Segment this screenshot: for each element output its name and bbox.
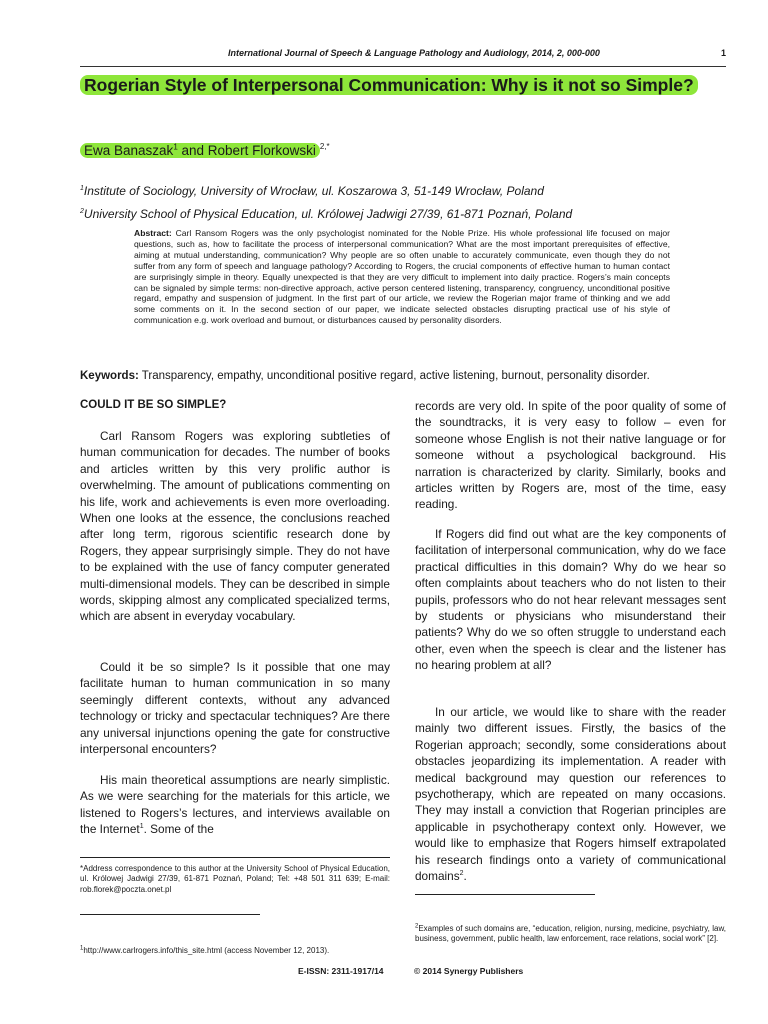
author-1: Ewa Banaszak — [84, 142, 174, 158]
abstract-label: Abstract: — [134, 228, 172, 238]
paragraph: Could it be so simple? Is it possible that one may facilitate human to human communication in so many seemingly different contexts, without any advanced technology or tricky and spectacular techniques? Are there any universal injunctions opening the gate for constructive interpersonal encounters? — [80, 660, 390, 757]
paragraph: If Rogers did find out what are the key components of facilitation of interpersonal communication, why do we face practical difficulties in this domain? Why do we hear so often complaints about teachers who do not listen to their pupils, professors who do not hear relevant messages sent by students or physicians who misunderstand their patients? Why do we so often struggle to understand each other, even when the speech is clear and the listener has no hearing problem at all? — [415, 527, 726, 673]
header-rule — [80, 66, 726, 67]
title-highlight: Rogerian Style of Interpersonal Communication: Why is it not so Simple? — [80, 75, 698, 95]
authors-highlight — [80, 143, 320, 158]
correspondence-note: *Address correspondence to this author at the University School of Physical Education, ul. Królowej Jadwigi 27/39, 61-871 Poznań, Poland; Tel: +48 501 311 639; E-mail: rob.florek@poczta.onet.pl — [80, 864, 390, 894]
footnote-2-text: Examples of such domains are, “education, religion, nursing, medicine, psychiatry, law, business, government, public health, law enforcement, race relations, social work” [2]. — [415, 924, 726, 944]
article-title — [80, 74, 726, 96]
right-column-p2 — [415, 526, 726, 674]
footnote-ref-1: 1 — [139, 823, 144, 831]
footnote-rule — [415, 894, 595, 895]
left-column-p2 — [80, 659, 390, 757]
right-column-p3 — [415, 704, 726, 884]
running-header — [80, 48, 726, 64]
section-heading: COULD IT BE SO SIMPLE? — [80, 399, 227, 411]
affiliation-2-marker: 2 — [80, 208, 84, 215]
page-number: 1 — [720, 48, 726, 58]
right-column-p1 — [415, 398, 726, 513]
footnote-2 — [415, 924, 726, 945]
left-column-p3 — [80, 772, 390, 838]
left-column-p1 — [80, 428, 390, 625]
affiliation-1 — [80, 184, 544, 198]
paragraph: In our article, we would like to share with the reader mainly two different issues. Firstly, the basics of the Rogerian approach; secondly, some considerations about obstacles jeopardizing its implementation. A reader with medical background may question our references to psychotherapy, which are repeated on many occasions. They may install a conviction that Rogerian principles are applicable in psychotherapy context only. However, we would like to emphasize that Rogers himself extrapolated his research findings onto a variety of communicational domains$^2$. — [415, 705, 726, 884]
author-2-affil: 2,* — [319, 142, 330, 151]
keywords — [80, 370, 726, 382]
abstract-text: Carl Ransom Rogers was the only psychologist nominated for the Noble Prize. His whole professional life focused on major questions, such as, how to facilitate the process of interpersonal communication? What are the most important prerequisites of effective, aiming at mutual understanding, communication? Why people are so often unable to accurately communicate, even though they do not suffer from any form of speech and language pathology? According to Rogers, the crucial components of effective human to human contact are surprisingly simple in theory. Equally unexpected is that they are very difficult to implement into daily practice. Rogers’s main concepts can be signaled by simple terms: non-directive approach, active person centered listening, transparency, congruency, unconditional positive regard, empathy and suspension of judgment. In the first part of our article, we review the Rogerian major frame of thinking and we add some comments on it. In the second section of our paper, we indicate selected obstacles disrupting practical use of his style of communication e.g. work overload and burnout, or disturbances caused by personality disorders. — [134, 228, 670, 326]
abstract — [134, 228, 670, 326]
keywords-text: Transparency, empathy, unconditional positive regard, active listening, burnout, personality disorder. — [141, 370, 650, 382]
footnote-1 — [80, 946, 390, 956]
author-1-affil: 1 — [173, 142, 178, 151]
footnote-rule — [80, 914, 260, 915]
affiliation-1-marker: 1 — [80, 185, 84, 192]
paragraph: Carl Ransom Rogers was exploring subtleties of human communication for decades. The number of books and articles written by this very prolific author is overwhelming. The amount of publications commenting on his life, work and achievements is even more overloading. When one looks at the essence, the conclusions reached after long term, rigorous scientific research done by Rogers, they appear surprisingly simple. They do not have to be explained with the use of fancy computer generated multi-dimensional models. They can be described in simple words, skipping almost any complicated specialized terms, which are absent in everyday vocabulary. — [80, 429, 390, 624]
footnote-rule — [80, 857, 390, 858]
keywords-label: Keywords: — [80, 370, 139, 382]
footnote-2-marker: 2 — [415, 923, 419, 930]
affiliation-2-text: University School of Physical Education, ul. Królowej Jadwigi 27/39, 61-871 Poznań, Poland — [83, 207, 573, 221]
affiliation-1-text: Institute of Sociology, University of Wrocław, ul. Koszarowa 3, 51-149 Wrocław, Poland — [83, 184, 544, 198]
paragraph: records are very old. In spite of the poor quality of some of the soundtracks, it is very easy to follow – even for someone whose English is not their native language or for someone without a psychological background. His narration is characterized by clarity. Similarly, books and articles written by Rogers are, most of the time, easy reading. — [415, 399, 726, 512]
footnote-ref-2: 2 — [459, 870, 464, 878]
footnote-1-text: http://www.carlrogers.info/this_site.html (access November 12, 2013). — [83, 946, 330, 955]
author-connector: and — [177, 142, 208, 158]
footer-eissn: E-ISSN: 2311-1917/14 — [298, 966, 384, 976]
author-line — [80, 142, 330, 158]
footer-copyright: © 2014 Synergy Publishers — [414, 966, 524, 976]
journal-citation: International Journal of Speech & Language Pathology and Audiology, 2014, 2, 000-000 — [228, 48, 600, 58]
author-2: Robert Florkowski — [207, 142, 316, 158]
affiliation-2 — [80, 207, 572, 221]
paragraph: His main theoretical assumptions are nearly simplistic. As we were searching for the materials for this article, we listened to Rogers’s lectures, and interviews available on the Internet$^1$. Some of the — [80, 773, 390, 837]
footnote-1-marker: 1 — [80, 945, 84, 952]
